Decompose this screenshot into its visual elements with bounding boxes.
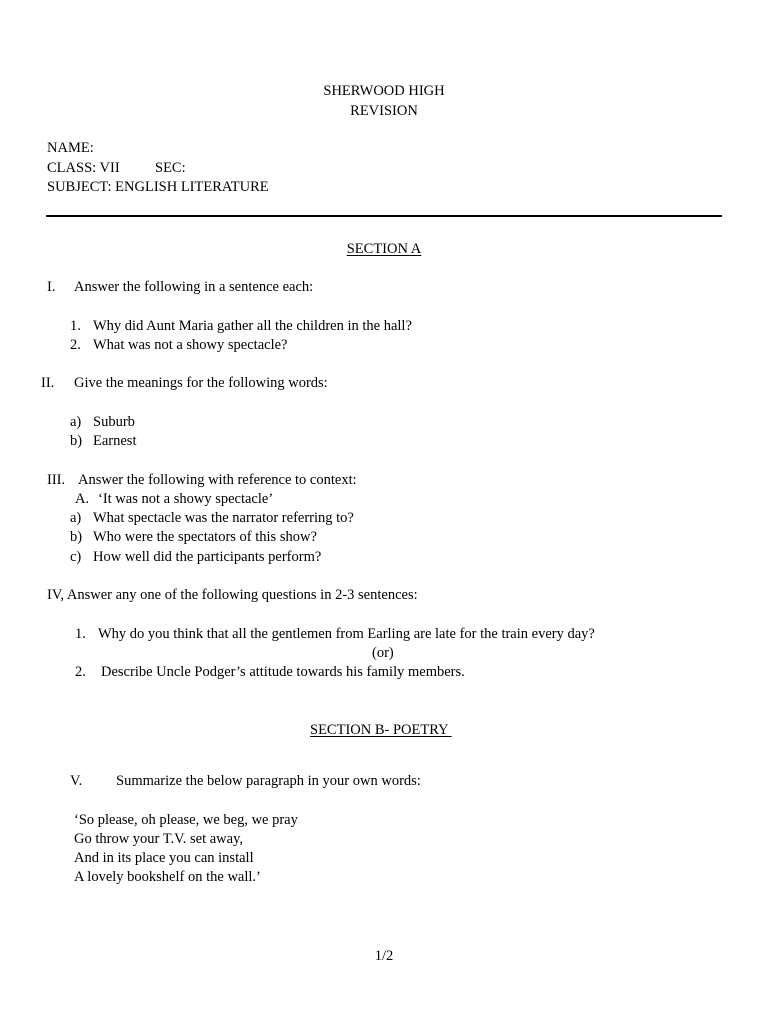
- question-3-quote-number: A.: [75, 491, 90, 507]
- question-1-text: Answer the following in a sentence each:: [74, 279, 314, 295]
- question-4-item-number: 2.: [75, 664, 86, 680]
- question-1-item-number: 2.: [70, 337, 81, 353]
- question-3-item-number: c): [70, 549, 82, 565]
- poem-line: ‘So please, oh please, we beg, we pray: [74, 812, 298, 828]
- question-3-item-number: b): [70, 529, 83, 545]
- subject-label: SUBJECT: ENGLISH LITERATURE: [47, 179, 269, 195]
- question-3-item-number: a): [70, 510, 82, 526]
- header-divider: [46, 215, 722, 217]
- page-number: 1/2: [374, 948, 394, 964]
- question-5-text: Summarize the below paragraph in your own words:: [116, 773, 421, 789]
- question-3-number: III.: [47, 472, 66, 488]
- question-2-number: II.: [41, 375, 55, 391]
- question-4-item: Describe Uncle Podger’s attitude towards his family members.: [101, 664, 465, 680]
- poem-line: Go throw your T.V. set away,: [74, 831, 244, 847]
- question-1-item: What was not a showy spectacle?: [93, 337, 288, 353]
- question-3-item: How well did the participants perform?: [93, 549, 322, 565]
- poem-line: And in its place you can install: [74, 850, 254, 866]
- question-3-item: What spectacle was the narrator referring to?: [93, 510, 354, 526]
- question-2-item: Suburb: [93, 414, 135, 430]
- question-2-item-number: a): [70, 414, 82, 430]
- poem-line: A lovely bookshelf on the wall.’: [74, 869, 261, 885]
- question-2-item-number: b): [70, 433, 83, 449]
- question-1-item-number: 1.: [70, 318, 81, 334]
- question-2-text: Give the meanings for the following words:: [74, 375, 328, 391]
- section-label: SEC:: [155, 160, 186, 176]
- name-label: NAME:: [47, 140, 94, 156]
- section-a-title: SECTION A: [346, 241, 422, 257]
- class-label: CLASS: VII: [47, 160, 120, 176]
- document-type: REVISION: [350, 103, 418, 119]
- section-b-title: SECTION B- POETRY: [310, 722, 452, 738]
- question-2-item: Earnest: [93, 433, 137, 449]
- question-3-quote: ‘It was not a showy spectacle’: [98, 491, 274, 507]
- question-4-item-number: 1.: [75, 626, 86, 642]
- school-name: SHERWOOD HIGH: [323, 83, 445, 99]
- question-3-item: Who were the spectators of this show?: [93, 529, 317, 545]
- question-1-number: I.: [47, 279, 56, 295]
- question-3-text: Answer the following with reference to context:: [78, 472, 357, 488]
- question-4-item: Why do you think that all the gentlemen from Earling are late for the train every day?: [98, 626, 595, 642]
- or-separator: (or): [372, 645, 394, 661]
- question-1-item: Why did Aunt Maria gather all the children in the hall?: [93, 318, 412, 334]
- question-4-text: IV, Answer any one of the following questions in 2-3 sentences:: [47, 587, 418, 603]
- question-5-number: V.: [70, 773, 83, 789]
